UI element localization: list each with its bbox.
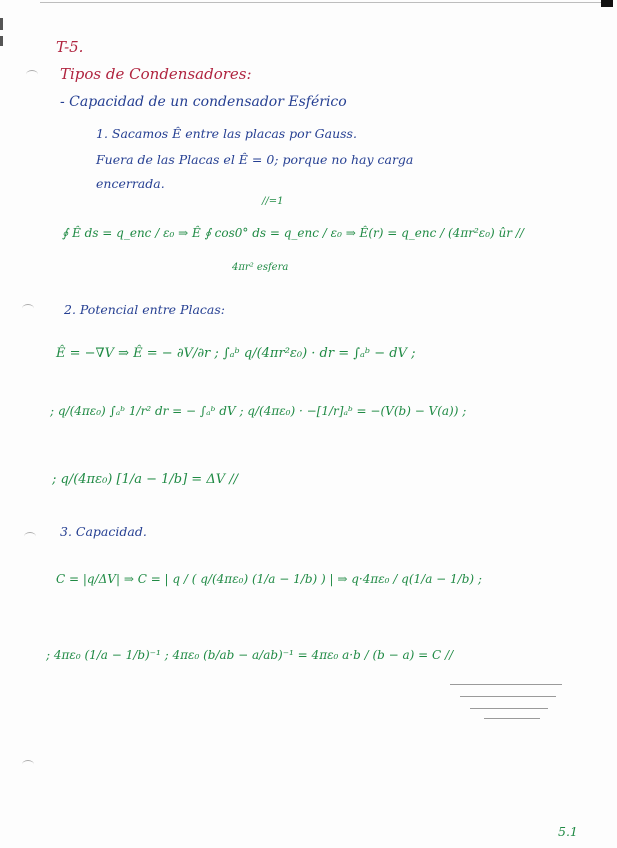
topic-number: T-5.: [56, 38, 84, 56]
punch-hole-mark: [26, 70, 38, 79]
result-underline: [484, 718, 540, 719]
potential-equation-1: Ê = −∇V ⇒ Ê = − ∂V/∂r ; ∫ₐᵇ q/(4πr²ε₀) · dr = ∫ₐᵇ − dV ;: [56, 346, 416, 361]
step3-label: 3. Capacidad.: [60, 524, 147, 539]
scan-left-mark: [0, 36, 3, 46]
result-underline: [460, 696, 556, 697]
result-underline: [450, 684, 562, 685]
step1-label: 1. Sacamos Ê entre las placas por Gauss.: [96, 126, 357, 141]
gauss-equation: ∮ Ê ds = q_enc / ε₀ ⇒ Ê ∮ cos0° ds = q_enc / ε₀ ⇒ Ê(r) = q_enc / (4πr²ε₀) ûr //: [62, 226, 524, 240]
step1-line3: encerrada.: [96, 176, 165, 191]
capacity-equation-1: C = |q/ΔV| ⇒ C = | q / ( q/(4πε₀) (1/a − 1/b) ) | ⇒ q·4πε₀ / q(1/a − 1/b) ;: [56, 572, 482, 586]
capacity-equation-2: ; 4πε₀ (1/a − 1/b)⁻¹ ; 4πε₀ (b/ab − a/ab)⁻¹ = 4πε₀ a·b / (b − a) = C //: [46, 648, 454, 662]
punch-hole-mark: [22, 304, 34, 313]
scan-edge-line: [40, 2, 609, 3]
scan-left-mark: [0, 18, 3, 30]
page-number: 5.1: [558, 824, 578, 839]
potential-equation-3: ; q/(4πε₀) [1/a − 1/b] = ΔV //: [52, 472, 238, 487]
page-title: Tipos de Condensadores:: [60, 65, 252, 83]
scan-corner-mark: [601, 0, 613, 7]
step1-line2: Fuera de las Placas el Ê = 0; porque no hay carga: [96, 152, 414, 167]
punch-hole-mark: [22, 760, 34, 769]
gauss-bottom-note: 4πr² esfera: [232, 262, 289, 273]
gauss-top-note: //=1: [262, 196, 284, 207]
potential-equation-2: ; q/(4πε₀) ∫ₐᵇ 1/r² dr = − ∫ₐᵇ dV ; q/(4πε₀) · −[1/r]ₐᵇ = −(V(b) − V(a)) ;: [50, 404, 467, 418]
section-heading: - Capacidad de un condensador Esférico: [60, 94, 347, 110]
step2-label: 2. Potencial entre Placas:: [64, 302, 225, 317]
result-underline: [470, 708, 548, 709]
scan-top-edge: [0, 0, 617, 6]
punch-hole-mark: [24, 532, 36, 541]
